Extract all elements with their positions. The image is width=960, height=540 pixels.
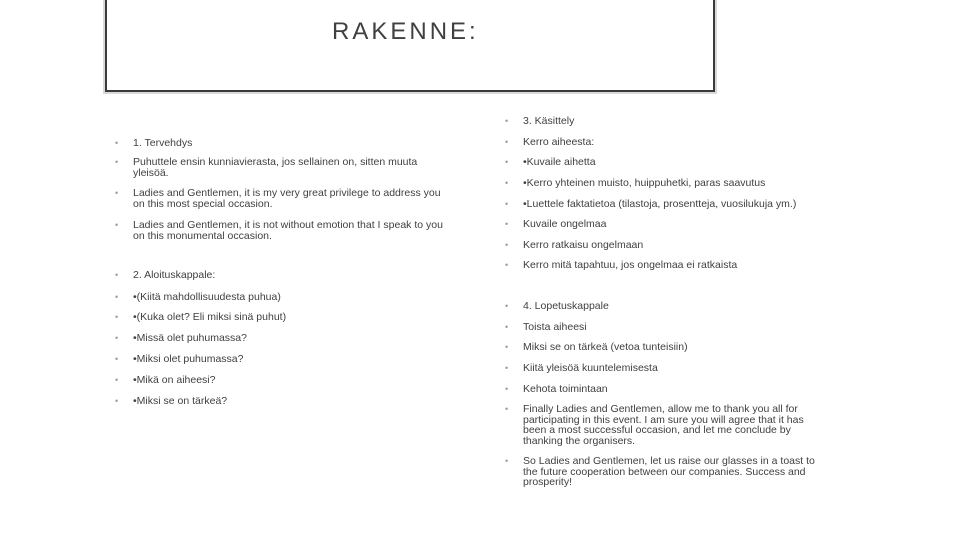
right-item-text: So Ladies and Gentlemen, let us raise our glasses in a toast to the future cooperation between our companies. Success and prosperity! xyxy=(523,455,815,488)
bullet-icon: • xyxy=(505,137,509,147)
bullet-icon: • xyxy=(505,456,509,466)
bullet-icon: • xyxy=(115,270,119,280)
right-item-text: •Kerro yhteinen muisto, huippuhetki, paras saavutus xyxy=(523,177,766,189)
right-item-text: 3. Käsittely xyxy=(523,115,575,127)
bullet-icon: • xyxy=(115,292,119,302)
bullet-icon: • xyxy=(115,375,119,385)
left-item-text: •(Kuka olet? Eli miksi sinä puhut) xyxy=(133,311,287,323)
left-item-text: •Miksi se on tärkeä? xyxy=(133,395,228,407)
right-item-text: Miksi se on tärkeä (vetoa tunteisiin) xyxy=(523,341,688,353)
right-item-text: •Kuvaile aihetta xyxy=(523,156,596,168)
right-item-text: Kuvaile ongelmaa xyxy=(523,218,607,230)
bullet-icon: • xyxy=(505,404,509,414)
right-item-text: 4. Lopetuskappale xyxy=(523,300,609,312)
bullet-icon: • xyxy=(115,333,119,343)
right-item-text: Toista aiheesi xyxy=(523,321,587,333)
left-item-text: Puhuttele ensin kunniavierasta, jos sellainen on, sitten muuta yleisöä. xyxy=(133,156,418,179)
left-item-text: 1. Tervehdys xyxy=(133,137,193,149)
left-item-text: •Miksi olet puhumassa? xyxy=(133,353,244,365)
bullet-icon: • xyxy=(505,240,509,250)
bullet-icon: • xyxy=(115,138,119,148)
bullet-icon: • xyxy=(505,384,509,394)
left-item-text: Ladies and Gentlemen, it is my very great privilege to address you on this most special occasion. xyxy=(133,187,441,210)
bullet-icon: • xyxy=(115,188,119,198)
left-item-text: •Mikä on aiheesi? xyxy=(133,374,216,386)
title-box xyxy=(105,0,715,92)
right-item-text: Kehota toimintaan xyxy=(523,383,608,395)
right-item-text: Kerro aiheesta: xyxy=(523,136,595,148)
bullet-icon: • xyxy=(505,219,509,229)
left-item-text: •(Kiitä mahdollisuudesta puhua) xyxy=(133,291,281,303)
right-item-text: •Luettele faktatietoa (tilastoja, prosentteja, vuosilukuja ym.) xyxy=(523,198,797,210)
bullet-icon: • xyxy=(115,354,119,364)
right-item-text: Finally Ladies and Gentlemen, allow me to thank you all for participating in this event. I am sure you will agree that it has been a most successful occasion, and let me conclude by thanking the organisers. xyxy=(523,403,804,447)
left-item-text: •Missä olet puhumassa? xyxy=(133,332,247,344)
bullet-icon: • xyxy=(505,363,509,373)
bullet-icon: • xyxy=(115,220,119,230)
bullet-icon: • xyxy=(505,260,509,270)
right-item-text: Kerro ratkaisu ongelmaan xyxy=(523,239,644,251)
bullet-icon: • xyxy=(115,157,119,167)
bullet-icon: • xyxy=(115,312,119,322)
bullet-icon: • xyxy=(505,199,509,209)
bullet-icon: • xyxy=(115,396,119,406)
bullet-icon: • xyxy=(505,116,509,126)
bullet-icon: • xyxy=(505,301,509,311)
right-item-text: Kiitä yleisöä kuuntelemisesta xyxy=(523,362,658,374)
bullet-icon: • xyxy=(505,342,509,352)
right-item-text: Kerro mitä tapahtuu, jos ongelmaa ei ratkaista xyxy=(523,259,738,271)
left-item-text: Ladies and Gentlemen, it is not without emotion that I speak to you on this monumental occasion. xyxy=(133,219,443,242)
left-item-text: 2. Aloituskappale: xyxy=(133,269,216,281)
bullet-icon: • xyxy=(505,157,509,167)
slide-title: RAKENNE: xyxy=(332,18,479,45)
bullet-icon: • xyxy=(505,178,509,188)
bullet-icon: • xyxy=(505,322,509,332)
